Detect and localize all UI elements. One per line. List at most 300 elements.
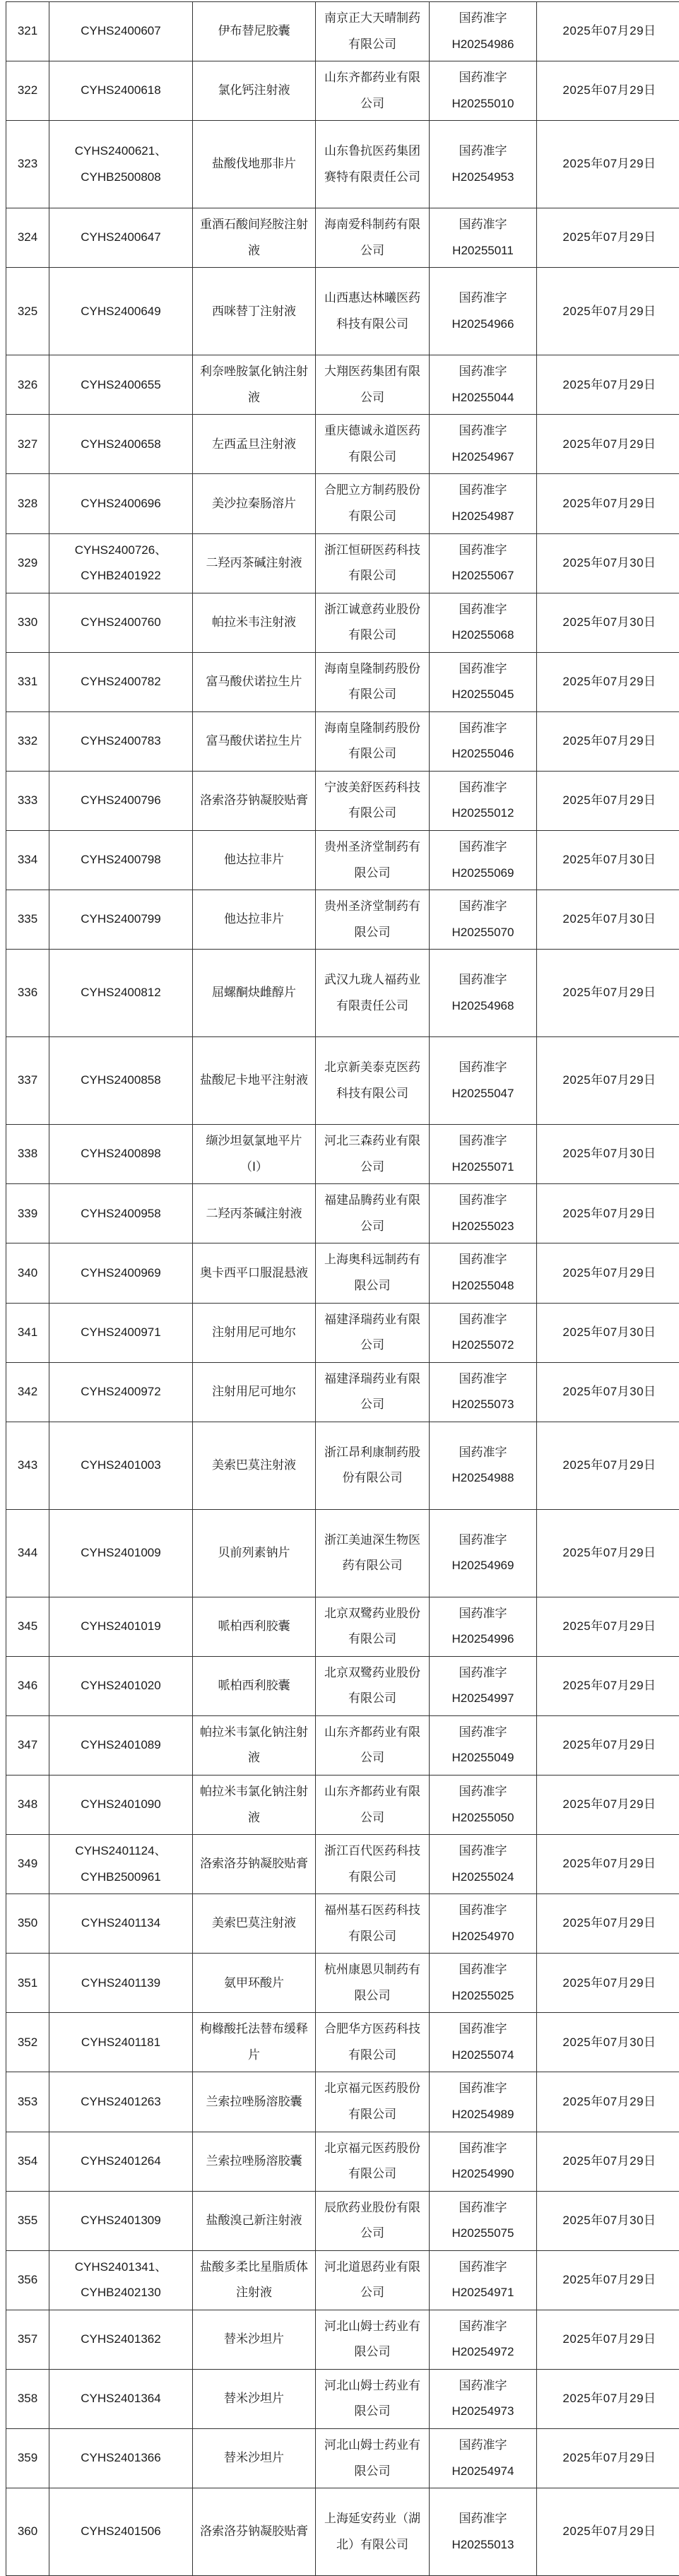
approval-date-cell: 2025年07月29日 bbox=[537, 1184, 679, 1243]
acceptance-number-line1: CYHS2400607 bbox=[52, 18, 189, 45]
acceptance-number-line1: CYHS2400858 bbox=[52, 1068, 189, 1094]
license-prefix: 国药准字 bbox=[432, 1898, 533, 1924]
acceptance-number-cell bbox=[49, 474, 193, 533]
license-number-cell bbox=[430, 1125, 537, 1184]
company-cell: 山东齐都药业有限公司 bbox=[316, 61, 430, 121]
drug-name-cell: 盐酸尼卡地平注射液 bbox=[193, 1037, 316, 1125]
acceptance-number-line1: CYHS2401139 bbox=[52, 1971, 189, 1997]
row-number-cell: 324 bbox=[6, 208, 49, 268]
table-row bbox=[6, 1715, 679, 1775]
license-prefix: 国药准字 bbox=[432, 538, 533, 564]
table-row bbox=[6, 1509, 679, 1597]
license-number: H20255072 bbox=[432, 1333, 533, 1359]
license-number: H20255024 bbox=[432, 1865, 533, 1891]
drug-name-cell: 替米沙坦片 bbox=[193, 2310, 316, 2369]
drug-name-cell: 左西孟旦注射液 bbox=[193, 415, 316, 474]
table-row bbox=[6, 2429, 679, 2488]
drug-name-cell: 美沙拉秦肠溶片 bbox=[193, 474, 316, 533]
license-number: H20255067 bbox=[432, 563, 533, 589]
acceptance-number-cell bbox=[49, 2191, 193, 2250]
table-row bbox=[6, 2, 679, 61]
acceptance-number-line1: CYHS2401362 bbox=[52, 2327, 189, 2353]
approval-date-cell: 2025年07月29日 bbox=[537, 2072, 679, 2132]
license-number: H20255011 bbox=[432, 238, 533, 264]
drug-approval-table bbox=[6, 1, 679, 2576]
approval-date-cell: 2025年07月29日 bbox=[537, 1509, 679, 1597]
acceptance-number-cell bbox=[49, 2488, 193, 2576]
table-row bbox=[6, 1597, 679, 1656]
acceptance-number-line2: CYHB2500808 bbox=[52, 165, 189, 191]
row-number-cell: 325 bbox=[6, 268, 49, 355]
license-prefix: 国药准字 bbox=[432, 1720, 533, 1746]
acceptance-number-line1: CYHS2401019 bbox=[52, 1614, 189, 1640]
company-cell: 福建品腾药业有限公司 bbox=[316, 1184, 430, 1243]
acceptance-number-line1: CYHS2401366 bbox=[52, 2445, 189, 2471]
acceptance-number-cell bbox=[49, 415, 193, 474]
drug-name-cell: 盐酸多柔比星脂质体注射液 bbox=[193, 2250, 316, 2310]
license-number: H20254968 bbox=[432, 993, 533, 1020]
license-number-cell bbox=[430, 61, 537, 121]
acceptance-number-cell bbox=[49, 2132, 193, 2191]
license-prefix: 国药准字 bbox=[432, 1601, 533, 1627]
license-number-cell bbox=[430, 1303, 537, 1362]
company-cell: 北京双鹭药业股份有限公司 bbox=[316, 1597, 430, 1656]
license-prefix: 国药准字 bbox=[432, 716, 533, 742]
acceptance-number-line2: CYHB2500961 bbox=[52, 1865, 189, 1891]
row-number-cell: 335 bbox=[6, 890, 49, 950]
drug-name-cell: 注射用尼可地尔 bbox=[193, 1362, 316, 1422]
row-number-cell: 345 bbox=[6, 1597, 49, 1656]
approval-date-cell: 2025年07月29日 bbox=[537, 121, 679, 208]
table-row bbox=[6, 1362, 679, 1422]
approval-date-cell: 2025年07月29日 bbox=[537, 1715, 679, 1775]
license-number: H20255013 bbox=[432, 2532, 533, 2558]
table-row bbox=[6, 1184, 679, 1243]
row-number-cell: 327 bbox=[6, 415, 49, 474]
acceptance-number-cell bbox=[49, 2072, 193, 2132]
drug-name-cell: 盐酸溴己新注射液 bbox=[193, 2191, 316, 2250]
license-number: H20254997 bbox=[432, 1686, 533, 1712]
drug-name-cell: 二羟丙茶碱注射液 bbox=[193, 533, 316, 593]
table-row bbox=[6, 771, 679, 830]
company-cell: 河北三森药业有限公司 bbox=[316, 1125, 430, 1184]
acceptance-number-line1: CYHS2401003 bbox=[52, 1453, 189, 1479]
approval-date-cell: 2025年07月29日 bbox=[537, 415, 679, 474]
company-cell: 浙江昂利康制药股份有限公司 bbox=[316, 1422, 430, 1509]
drug-name-cell: 他达拉非片 bbox=[193, 831, 316, 890]
acceptance-number-line1: CYHS2400658 bbox=[52, 432, 189, 458]
acceptance-number-line1: CYHS2400799 bbox=[52, 906, 189, 933]
license-number: H20255049 bbox=[432, 1745, 533, 1771]
row-number-cell: 332 bbox=[6, 711, 49, 771]
license-number-cell bbox=[430, 950, 537, 1037]
license-number-cell bbox=[430, 890, 537, 950]
license-number-cell bbox=[430, 2, 537, 61]
drug-name-cell: 利奈唑胺氯化钠注射液 bbox=[193, 355, 316, 415]
acceptance-number-cell bbox=[49, 1422, 193, 1509]
drug-name-cell: 帕拉米韦氯化钠注射液 bbox=[193, 1775, 316, 1834]
approval-date-cell: 2025年07月29日 bbox=[537, 2250, 679, 2310]
drug-name-cell: 富马酸伏诺拉生片 bbox=[193, 711, 316, 771]
license-prefix: 国药准字 bbox=[432, 1660, 533, 1686]
table-row bbox=[6, 950, 679, 1037]
license-number-cell bbox=[430, 1597, 537, 1656]
license-number: H20254966 bbox=[432, 312, 533, 338]
row-number-cell: 331 bbox=[6, 652, 49, 711]
license-number-cell bbox=[430, 1656, 537, 1715]
approval-date-cell: 2025年07月30日 bbox=[537, 2191, 679, 2250]
acceptance-number-cell bbox=[49, 1597, 193, 1656]
table-row bbox=[6, 890, 679, 950]
table-row bbox=[6, 1303, 679, 1362]
drug-name-cell: 洛索洛芬钠凝胶贴膏 bbox=[193, 1835, 316, 1894]
license-number: H20254996 bbox=[432, 1626, 533, 1653]
approval-date-cell: 2025年07月29日 bbox=[537, 1894, 679, 1954]
acceptance-number-line2: CYHB2401922 bbox=[52, 563, 189, 589]
license-number-cell bbox=[430, 771, 537, 830]
table-row bbox=[6, 415, 679, 474]
approval-date-cell: 2025年07月30日 bbox=[537, 593, 679, 652]
row-number-cell: 354 bbox=[6, 2132, 49, 2191]
license-prefix: 国药准字 bbox=[432, 2433, 533, 2459]
drug-name-cell: 西咪替丁注射液 bbox=[193, 268, 316, 355]
license-prefix: 国药准字 bbox=[432, 285, 533, 312]
table-row bbox=[6, 2250, 679, 2310]
row-number-cell: 333 bbox=[6, 771, 49, 830]
row-number-cell: 356 bbox=[6, 2250, 49, 2310]
acceptance-number-cell bbox=[49, 1125, 193, 1184]
acceptance-number-cell bbox=[49, 2, 193, 61]
company-cell: 海南皇隆制药股份有限公司 bbox=[316, 711, 430, 771]
row-number-cell: 323 bbox=[6, 121, 49, 208]
license-number-cell bbox=[430, 593, 537, 652]
license-number: H20254974 bbox=[432, 2459, 533, 2485]
approval-date-cell: 2025年07月29日 bbox=[537, 652, 679, 711]
acceptance-number-line1: CYHS2401089 bbox=[52, 1732, 189, 1759]
license-number: H20255073 bbox=[432, 1392, 533, 1418]
row-number-cell: 352 bbox=[6, 2013, 49, 2072]
company-cell: 上海延安药业（湖北）有限公司 bbox=[316, 2488, 430, 2576]
license-prefix: 国药准字 bbox=[432, 65, 533, 91]
acceptance-number-cell bbox=[49, 1656, 193, 1715]
license-number-cell bbox=[430, 208, 537, 268]
acceptance-number-cell bbox=[49, 268, 193, 355]
license-number: H20254989 bbox=[432, 2102, 533, 2128]
drug-name-cell: 二羟丙茶碱注射液 bbox=[193, 1184, 316, 1243]
acceptance-number-line1: CYHS2400971 bbox=[52, 1320, 189, 1346]
approval-date-cell: 2025年07月29日 bbox=[537, 771, 679, 830]
company-cell: 山东鲁抗医药集团赛特有限责任公司 bbox=[316, 121, 430, 208]
company-cell: 福州基石医药科技有限公司 bbox=[316, 1894, 430, 1954]
table-row bbox=[6, 121, 679, 208]
drug-name-cell: 他达拉非片 bbox=[193, 890, 316, 950]
license-prefix: 国药准字 bbox=[432, 656, 533, 683]
table-row bbox=[6, 711, 679, 771]
license-prefix: 国药准字 bbox=[432, 1307, 533, 1333]
license-number: H20255012 bbox=[432, 800, 533, 827]
acceptance-number-cell bbox=[49, 1037, 193, 1125]
acceptance-number-cell bbox=[49, 1509, 193, 1597]
license-prefix: 国药准字 bbox=[432, 1957, 533, 1983]
license-number: H20255023 bbox=[432, 1214, 533, 1240]
license-number: H20254990 bbox=[432, 2161, 533, 2187]
license-number-cell bbox=[430, 652, 537, 711]
approval-date-cell: 2025年07月29日 bbox=[537, 2429, 679, 2488]
drug-name-cell: 贝前列素钠片 bbox=[193, 1509, 316, 1597]
license-number: H20255048 bbox=[432, 1273, 533, 1299]
company-cell: 福建泽瑞药业有限公司 bbox=[316, 1303, 430, 1362]
license-number-cell bbox=[430, 1362, 537, 1422]
license-prefix: 国药准字 bbox=[432, 359, 533, 385]
license-number-cell bbox=[430, 711, 537, 771]
acceptance-number-line1: CYHS2400972 bbox=[52, 1379, 189, 1405]
license-prefix: 国药准字 bbox=[432, 2373, 533, 2399]
approval-date-cell: 2025年07月29日 bbox=[537, 1954, 679, 2013]
license-prefix: 国药准字 bbox=[432, 2314, 533, 2340]
table-row bbox=[6, 2132, 679, 2191]
table-row bbox=[6, 2488, 679, 2576]
acceptance-number-cell bbox=[49, 2369, 193, 2428]
license-number-cell bbox=[430, 2310, 537, 2369]
row-number-cell: 326 bbox=[6, 355, 49, 415]
acceptance-number-line1: CYHS2400696 bbox=[52, 491, 189, 517]
license-number-cell bbox=[430, 2250, 537, 2310]
license-prefix: 国药准字 bbox=[432, 1055, 533, 1081]
acceptance-number-line1: CYHS2400798 bbox=[52, 847, 189, 873]
license-number-cell bbox=[430, 2013, 537, 2072]
company-cell: 贵州圣济堂制药有限公司 bbox=[316, 890, 430, 950]
acceptance-number-cell bbox=[49, 711, 193, 771]
row-number-cell: 350 bbox=[6, 1894, 49, 1954]
drug-name-cell: 氨甲环酸片 bbox=[193, 1954, 316, 2013]
license-number: H20254969 bbox=[432, 1553, 533, 1579]
acceptance-number-line1: CYHS2401181 bbox=[52, 2030, 189, 2056]
drug-name-cell: 伊布替尼胶囊 bbox=[193, 2, 316, 61]
acceptance-number-line1: CYHS2400618 bbox=[52, 78, 189, 104]
approval-date-cell: 2025年07月29日 bbox=[537, 208, 679, 268]
license-prefix: 国药准字 bbox=[432, 1779, 533, 1805]
license-number: H20255010 bbox=[432, 91, 533, 117]
acceptance-number-cell bbox=[49, 1303, 193, 1362]
acceptance-number-cell bbox=[49, 890, 193, 950]
table-row bbox=[6, 1037, 679, 1125]
license-number-cell bbox=[430, 121, 537, 208]
license-prefix: 国药准字 bbox=[432, 2076, 533, 2102]
license-number-cell bbox=[430, 1184, 537, 1243]
row-number-cell: 359 bbox=[6, 2429, 49, 2488]
drug-name-cell: 洛索洛芬钠凝胶贴膏 bbox=[193, 771, 316, 830]
acceptance-number-line1: CYHS2401263 bbox=[52, 2089, 189, 2115]
acceptance-number-cell bbox=[49, 2013, 193, 2072]
acceptance-number-cell bbox=[49, 1894, 193, 1954]
drug-name-cell: 帕拉米韦氯化钠注射液 bbox=[193, 1715, 316, 1775]
license-prefix: 国药准字 bbox=[432, 597, 533, 623]
approval-date-cell: 2025年07月29日 bbox=[537, 1422, 679, 1509]
acceptance-number-cell bbox=[49, 355, 193, 415]
license-number-cell bbox=[430, 831, 537, 890]
license-prefix: 国药准字 bbox=[432, 834, 533, 861]
row-number-cell: 343 bbox=[6, 1422, 49, 1509]
acceptance-number-line1: CYHS2400958 bbox=[52, 1201, 189, 1227]
company-cell: 南京正大天晴制药有限公司 bbox=[316, 2, 430, 61]
approval-date-cell: 2025年07月30日 bbox=[537, 533, 679, 593]
drug-name-cell: 替米沙坦片 bbox=[193, 2369, 316, 2428]
company-cell: 浙江恒研医药科技有限公司 bbox=[316, 533, 430, 593]
approval-date-cell: 2025年07月29日 bbox=[537, 1037, 679, 1125]
drug-name-cell: 注射用尼可地尔 bbox=[193, 1303, 316, 1362]
license-number: H20254988 bbox=[432, 1465, 533, 1491]
row-number-cell: 329 bbox=[6, 533, 49, 593]
row-number-cell: 339 bbox=[6, 1184, 49, 1243]
license-number: H20255046 bbox=[432, 741, 533, 767]
license-number-cell bbox=[430, 1835, 537, 1894]
acceptance-number-line1: CYHS2400796 bbox=[52, 788, 189, 814]
approval-table-body bbox=[6, 2, 679, 2576]
company-cell: 山东齐都药业有限公司 bbox=[316, 1715, 430, 1775]
license-number: H20255069 bbox=[432, 861, 533, 887]
acceptance-number-line1: CYHS2401090 bbox=[52, 1792, 189, 1818]
acceptance-number-line1: CYHS2401309 bbox=[52, 2208, 189, 2234]
license-prefix: 国药准字 bbox=[432, 2136, 533, 2162]
approval-date-cell: 2025年07月29日 bbox=[537, 474, 679, 533]
acceptance-number-cell bbox=[49, 208, 193, 268]
license-prefix: 国药准字 bbox=[432, 1838, 533, 1865]
acceptance-number-cell bbox=[49, 2310, 193, 2369]
acceptance-number-line1: CYHS2401506 bbox=[52, 2519, 189, 2545]
acceptance-number-line1: CYHS2400969 bbox=[52, 1260, 189, 1287]
drug-name-cell: 屈螺酮炔雌醇片 bbox=[193, 950, 316, 1037]
table-row bbox=[6, 1656, 679, 1715]
table-row bbox=[6, 61, 679, 121]
acceptance-number-cell bbox=[49, 533, 193, 593]
drug-name-cell: 美索巴莫注射液 bbox=[193, 1422, 316, 1509]
approval-date-cell: 2025年07月29日 bbox=[537, 2488, 679, 2576]
company-cell: 合肥立方制药股份有限公司 bbox=[316, 474, 430, 533]
acceptance-number-line1: CYHS2401009 bbox=[52, 1540, 189, 1566]
license-number-cell bbox=[430, 533, 537, 593]
acceptance-number-line1: CYHS2400655 bbox=[52, 372, 189, 398]
drug-name-cell: 奥卡西平口服混悬液 bbox=[193, 1243, 316, 1303]
acceptance-number-cell bbox=[49, 950, 193, 1037]
company-cell: 河北山姆士药业有限公司 bbox=[316, 2429, 430, 2488]
license-prefix: 国药准字 bbox=[432, 138, 533, 165]
license-number-cell bbox=[430, 2488, 537, 2576]
approval-date-cell: 2025年07月29日 bbox=[537, 1243, 679, 1303]
company-cell: 大翔医药集团有限公司 bbox=[316, 355, 430, 415]
table-row bbox=[6, 2191, 679, 2250]
company-cell: 河北山姆士药业有限公司 bbox=[316, 2369, 430, 2428]
acceptance-number-line2: CYHB2402130 bbox=[52, 2280, 189, 2306]
license-number: H20255074 bbox=[432, 2043, 533, 2069]
row-number-cell: 321 bbox=[6, 2, 49, 61]
row-number-cell: 342 bbox=[6, 1362, 49, 1422]
approval-date-cell: 2025年07月29日 bbox=[537, 711, 679, 771]
drug-name-cell: 枸橼酸托法替布缓释片 bbox=[193, 2013, 316, 2072]
license-number-cell bbox=[430, 2429, 537, 2488]
table-row bbox=[6, 1243, 679, 1303]
license-number-cell bbox=[430, 1715, 537, 1775]
license-number-cell bbox=[430, 1243, 537, 1303]
license-number: H20255044 bbox=[432, 385, 533, 411]
license-number: H20255047 bbox=[432, 1081, 533, 1107]
row-number-cell: 328 bbox=[6, 474, 49, 533]
acceptance-number-cell bbox=[49, 831, 193, 890]
company-cell: 北京福元医药股份有限公司 bbox=[316, 2132, 430, 2191]
license-number: H20255045 bbox=[432, 682, 533, 708]
license-number-cell bbox=[430, 1954, 537, 2013]
acceptance-number-cell bbox=[49, 1835, 193, 1894]
license-number-cell bbox=[430, 2191, 537, 2250]
table-row bbox=[6, 1954, 679, 2013]
approval-date-cell: 2025年07月30日 bbox=[537, 831, 679, 890]
drug-name-cell: 洛索洛芬钠凝胶贴膏 bbox=[193, 2488, 316, 2576]
acceptance-number-cell bbox=[49, 652, 193, 711]
license-number: H20254970 bbox=[432, 1924, 533, 1950]
acceptance-number-cell bbox=[49, 771, 193, 830]
acceptance-number-line1: CYHS2400649 bbox=[52, 299, 189, 325]
license-number: H20255068 bbox=[432, 622, 533, 649]
license-number-cell bbox=[430, 355, 537, 415]
license-prefix: 国药准字 bbox=[432, 1440, 533, 1466]
row-number-cell: 337 bbox=[6, 1037, 49, 1125]
table-row bbox=[6, 533, 679, 593]
acceptance-number-cell bbox=[49, 1715, 193, 1775]
company-cell: 北京福元医药股份有限公司 bbox=[316, 2072, 430, 2132]
company-cell: 合肥华方医药科技有限公司 bbox=[316, 2013, 430, 2072]
row-number-cell: 334 bbox=[6, 831, 49, 890]
table-row bbox=[6, 2310, 679, 2369]
license-number-cell bbox=[430, 2369, 537, 2428]
acceptance-number-line1: CYHS2400726、 bbox=[52, 538, 189, 564]
acceptance-number-line1: CYHS2400782 bbox=[52, 669, 189, 695]
acceptance-number-line1: CYHS2400647 bbox=[52, 225, 189, 251]
acceptance-number-line1: CYHS2400783 bbox=[52, 728, 189, 755]
row-number-cell: 341 bbox=[6, 1303, 49, 1362]
license-number: H20254971 bbox=[432, 2280, 533, 2306]
license-prefix: 国药准字 bbox=[432, 2255, 533, 2281]
license-number: H20255050 bbox=[432, 1805, 533, 1831]
acceptance-number-cell bbox=[49, 61, 193, 121]
company-cell: 辰欣药业股份有限公司 bbox=[316, 2191, 430, 2250]
license-prefix: 国药准字 bbox=[432, 1188, 533, 1214]
drug-name-cell: 氯化钙注射液 bbox=[193, 61, 316, 121]
license-prefix: 国药准字 bbox=[432, 478, 533, 504]
company-cell: 河北山姆士药业有限公司 bbox=[316, 2310, 430, 2369]
table-row bbox=[6, 1422, 679, 1509]
row-number-cell: 330 bbox=[6, 593, 49, 652]
license-prefix: 国药准字 bbox=[432, 967, 533, 993]
license-number-cell bbox=[430, 474, 537, 533]
approval-date-cell: 2025年07月30日 bbox=[537, 1362, 679, 1422]
license-number-cell bbox=[430, 2072, 537, 2132]
table-row bbox=[6, 2072, 679, 2132]
company-cell: 宁波美舒医药科技有限公司 bbox=[316, 771, 430, 830]
table-row bbox=[6, 1775, 679, 1834]
acceptance-number-cell bbox=[49, 121, 193, 208]
license-number: H20254972 bbox=[432, 2339, 533, 2365]
license-number: H20255075 bbox=[432, 2221, 533, 2247]
company-cell: 杭州康恩贝制药有限公司 bbox=[316, 1954, 430, 2013]
row-number-cell: 349 bbox=[6, 1835, 49, 1894]
table-row bbox=[6, 1125, 679, 1184]
license-number: H20255070 bbox=[432, 920, 533, 946]
drug-name-cell: 兰索拉唑肠溶胶囊 bbox=[193, 2072, 316, 2132]
license-number-cell bbox=[430, 415, 537, 474]
row-number-cell: 355 bbox=[6, 2191, 49, 2250]
acceptance-number-line1: CYHS2400812 bbox=[52, 980, 189, 1006]
license-prefix: 国药准字 bbox=[432, 894, 533, 920]
approval-date-cell: 2025年07月29日 bbox=[537, 950, 679, 1037]
